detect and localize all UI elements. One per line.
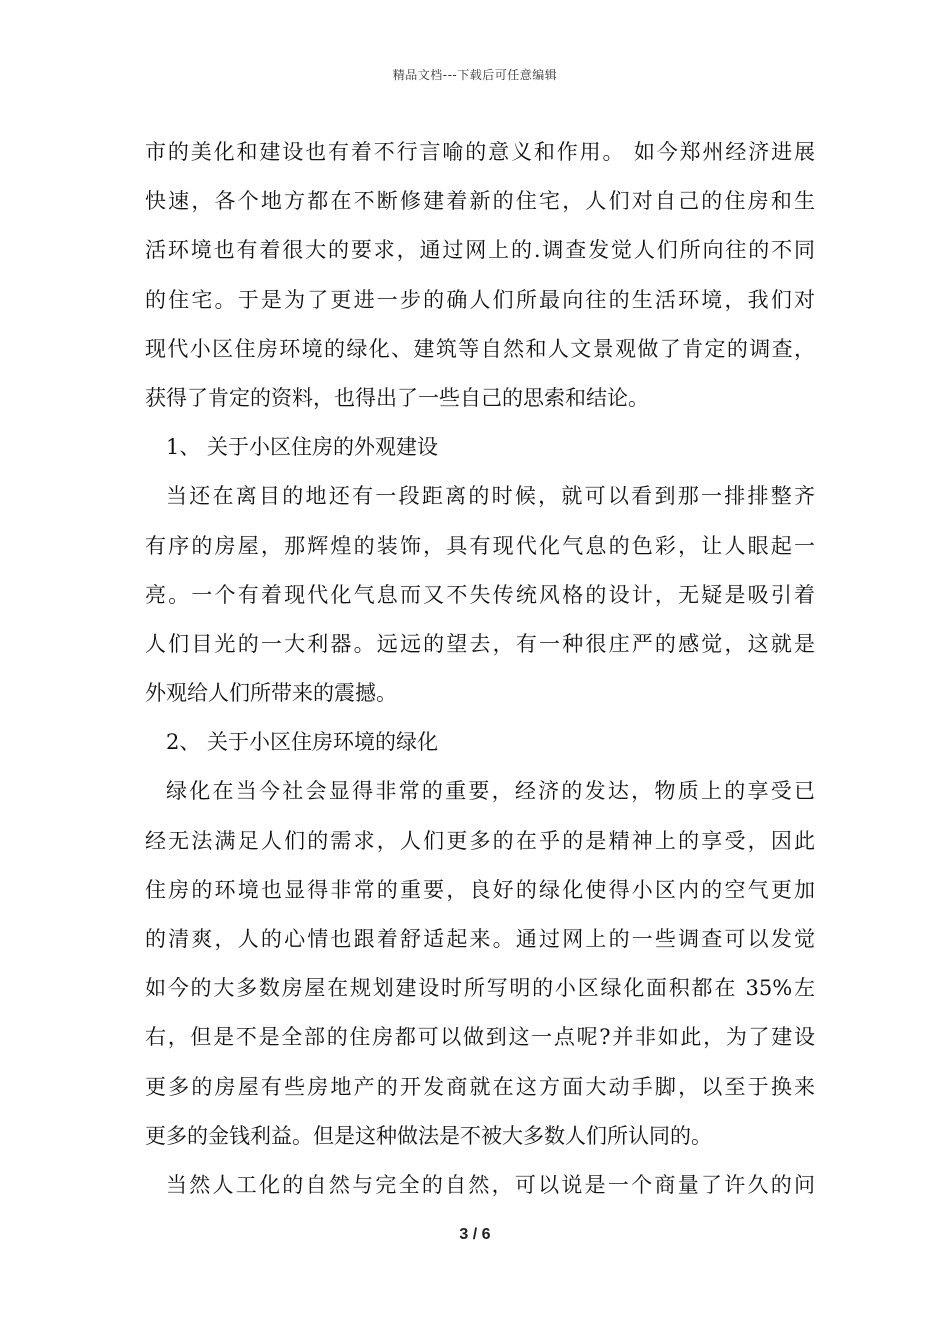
body-line: 快速，各个地方都在不断修建着新的住宅，人们对自己的住房和生 <box>145 189 815 214</box>
body-line: 人们目光的一大利器。远远的望去，有一种很庄严的感觉，这就是 <box>145 631 815 656</box>
body-line: 右，但是不是全部的住房都可以做到这一点呢?并非如此，为了建设 <box>145 1025 815 1050</box>
body-line: 的清爽，人的心情也跟着舒适起来。通过网上的一些调查可以发觉 <box>145 927 815 951</box>
body-line: 当还在离目的地还有一段距离的时候，就可以看到那一排排整齐 <box>166 484 815 509</box>
page-header: 精品文档---下载后可任意编辑 <box>392 68 558 82</box>
body-line: 更多的房屋有些房地产的开发商就在这方面大动手脚，以至于换来 <box>145 1074 815 1099</box>
body-line: 经无法满足人们的需求，人们更多的在乎的是精神上的享受，因此 <box>145 828 815 853</box>
body-line: 住房的环境也显得非常的重要，良好的绿化使得小区内的空气更加 <box>145 877 815 902</box>
body-line: 更多的金钱利益。但是这种做法是不被大多数人们所认同的。 <box>145 1123 712 1148</box>
body-line: 活环境也有着很大的要求，通过网上的.调查发觉人们所向往的不同 <box>145 238 815 263</box>
body-line: 亮。一个有着现代化气息而又不失传统风格的设计，无疑是吸引着 <box>145 582 815 607</box>
body-line: 现代小区住房环境的绿化、建筑等自然和人文景观做了肯定的调查， <box>145 336 815 361</box>
section-heading-2: 2、 关于小区住房环境的绿化 <box>166 730 439 755</box>
body-line: 当然人工化的自然与完全的自然，可以说是一个商量了许久的问 <box>166 1172 815 1197</box>
body-line: 获得了肯定的资料，也得出了一些自己的思索和结论。 <box>145 385 649 410</box>
section-heading-1: 1、 关于小区住房的外观建设 <box>166 435 439 460</box>
body-line: 外观给人们所带来的震撼。 <box>145 681 397 706</box>
body-line: 市的美化和建设也有着不行言喻的意义和作用。 如今郑州经济进展 <box>145 140 815 164</box>
body-line: 绿化在当今社会显得非常的重要，经济的发达，物质上的享受已 <box>166 779 815 804</box>
body-line: 如今的大多数房屋在规划建设时所写明的小区绿化面积都在 35%左 <box>145 976 815 1001</box>
document-body <box>145 128 815 1210</box>
page-number: 3 / 6 <box>459 1226 491 1243</box>
body-line: 的住宅。于是为了更进一步的确人们所最向往的生活环境，我们对 <box>145 287 815 312</box>
body-line: 有序的房屋，那辉煌的装饰，具有现代化气息的色彩，让人眼起一 <box>145 533 815 558</box>
